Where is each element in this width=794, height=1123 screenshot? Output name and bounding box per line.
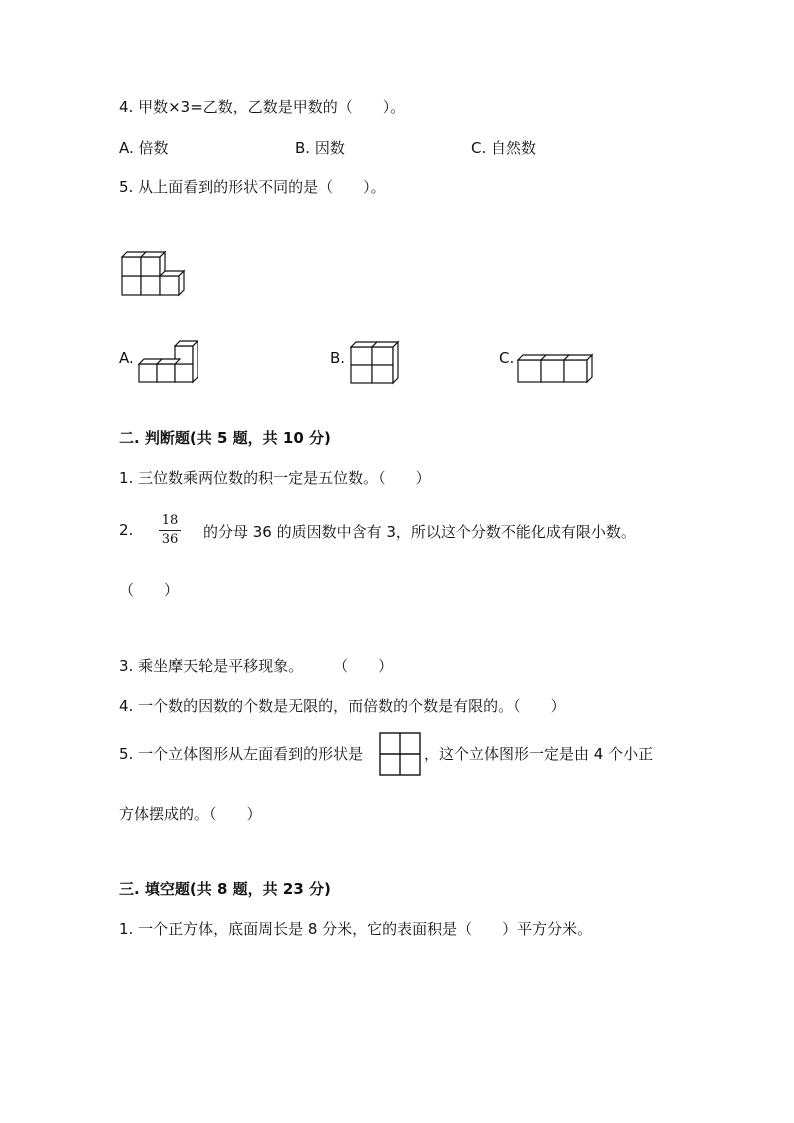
q4-stem: 4. 甲数×3=乙数，乙数是甲数的（ ）。 [119, 98, 406, 116]
s2-item-2-text: 的分母 36 的质因数中含有 3，所以这个分数不能化成有限小数。 [203, 523, 636, 541]
q5-option-c-label: C. [499, 349, 515, 367]
q4-option-c: C. 自然数 [471, 139, 537, 157]
s2-item-2-fraction [157, 513, 183, 548]
q5-option-b-label: B. [330, 349, 346, 367]
q5-option-a-cube-figure [136, 340, 198, 386]
fraction-numerator: 18 [161, 513, 179, 528]
section2-heading: 二. 判断题(共 5 题，共 10 分) [119, 429, 331, 447]
section3-heading: 三. 填空题(共 8 题，共 23 分) [119, 880, 331, 898]
q5-option-c-cube-figure [515, 352, 599, 386]
s2-item-5-text-a: 5. 一个立体图形从左面看到的形状是 [119, 745, 364, 763]
q5-option-b-cube-figure [348, 340, 404, 386]
q4-option-a: A. 倍数 [119, 139, 169, 157]
s2-item-5-text-c: 方体摆成的。（ ） [119, 805, 262, 823]
s2-item-3: 3. 乘坐摩天轮是平移现象。 （ ） [119, 657, 394, 675]
s2-item-1: 1. 三位数乘两位数的积一定是五位数。（ ） [119, 469, 431, 487]
q5-stem: 5. 从上面看到的形状不同的是（ ）。 [119, 178, 386, 196]
s3-item-1: 1. 一个正方体，底面周长是 8 分米，它的表面积是（ ）平方分米。 [119, 920, 593, 938]
q5-reference-cube-figure [118, 248, 188, 300]
s2-item-5-left-view-grid [379, 732, 421, 776]
s2-item-2-number: 2. [119, 521, 134, 539]
s2-item-4: 4. 一个数的因数的个数是无限的，而倍数的个数是有限的。（ ） [119, 697, 566, 715]
fraction-bar [159, 530, 181, 531]
q4-option-b: B. 因数 [295, 139, 345, 157]
s2-item-2-answer-paren: （ ） [119, 581, 180, 599]
fraction-denominator: 36 [161, 532, 179, 547]
s2-item-5-text-b: ，这个立体图形一定是由 4 个小正 [424, 745, 654, 763]
q5-option-a-label: A. [119, 349, 134, 367]
